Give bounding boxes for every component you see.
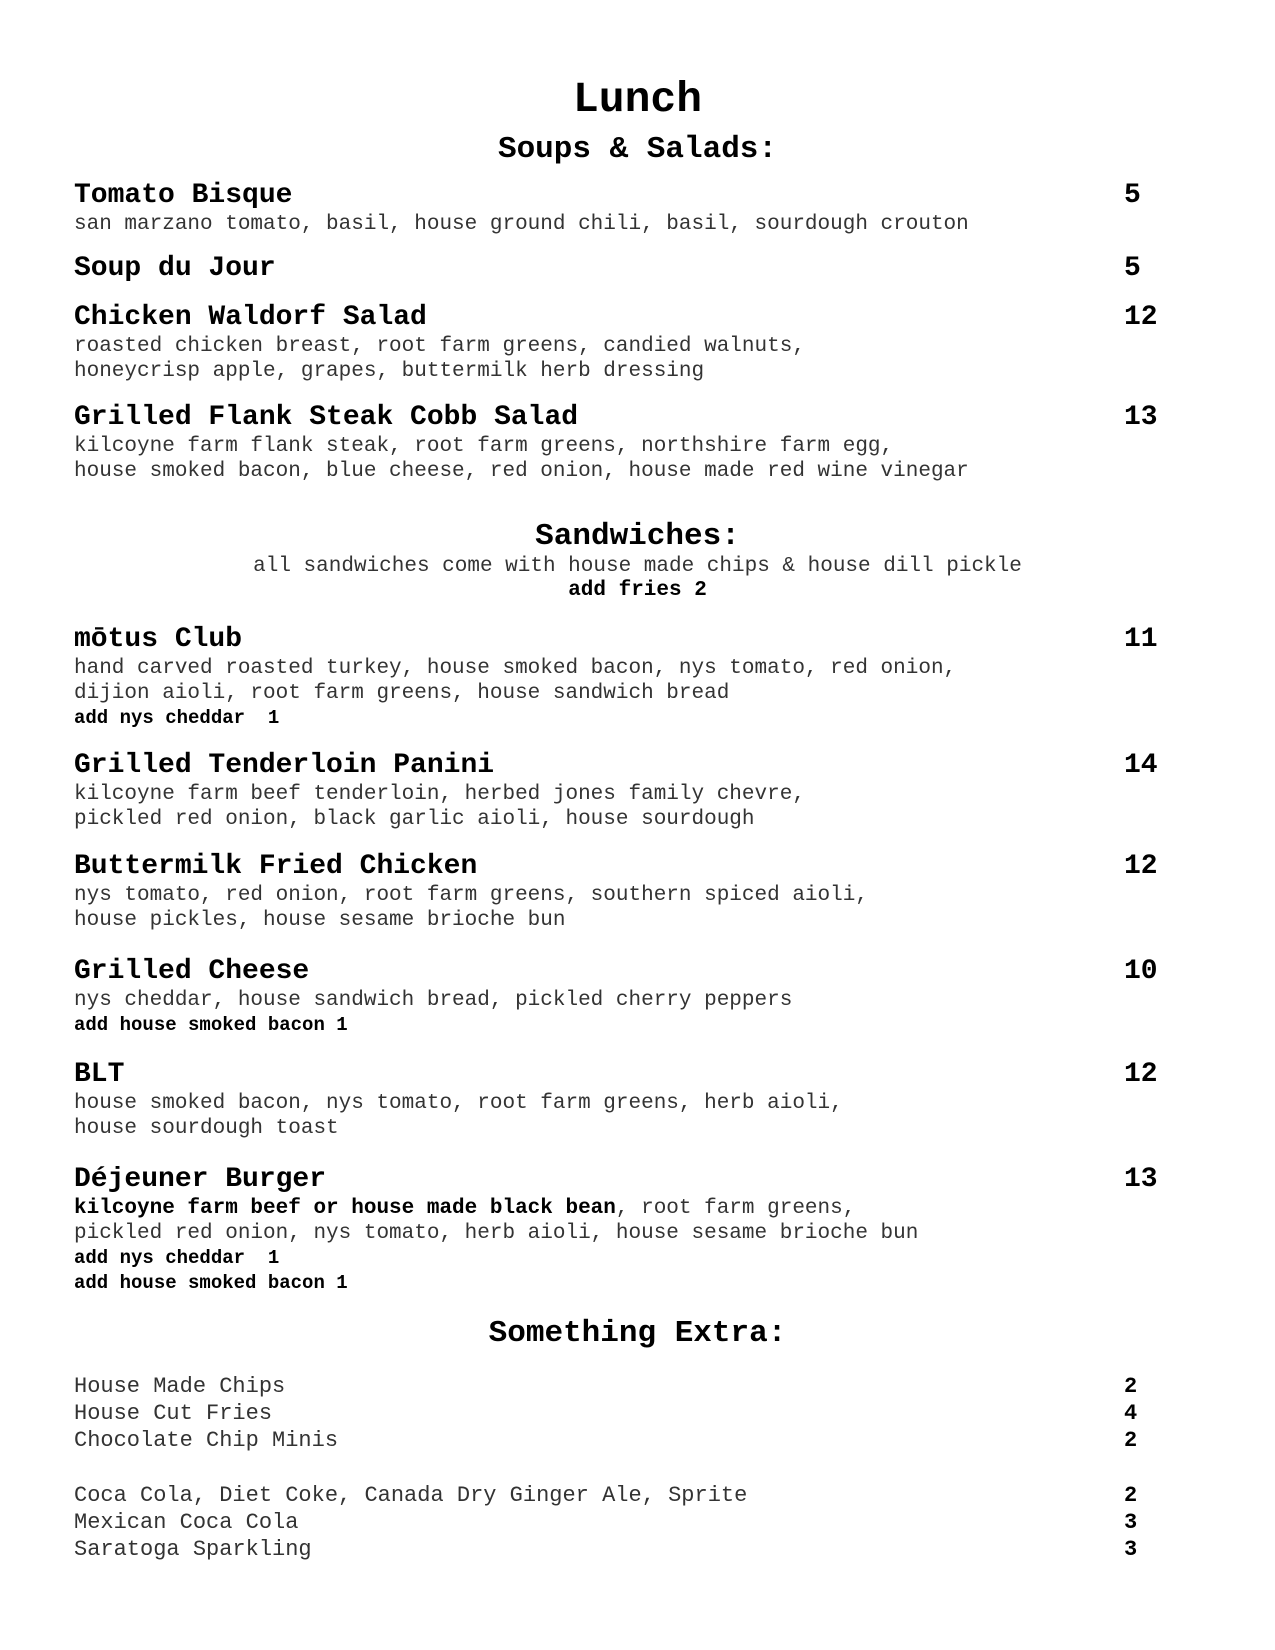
item-description: roasted chicken breast, root farm greens, candied walnuts, [74, 335, 805, 358]
item-price: 11 [1124, 624, 1158, 655]
menu-title: Lunch [572, 75, 703, 124]
item-description: house smoked bacon, nys tomato, root farm greens, herb aioli, [74, 1092, 843, 1115]
extra-name: Coca Cola, Diet Coke, Canada Dry Ginger Ale, Sprite [74, 1483, 748, 1508]
menu-item-buttermilk-fried-chicken [74, 851, 1164, 933]
item-price: 5 [1124, 253, 1141, 284]
menu-item-motus-club [74, 624, 1164, 731]
item-description: dijion aioli, root farm greens, house sandwich bread [74, 682, 730, 705]
item-price: 13 [1124, 1164, 1158, 1195]
menu-item-blt [74, 1059, 1164, 1141]
item-name: Grilled Flank Steak Cobb Salad [74, 402, 579, 433]
extra-price: 2 [1124, 1428, 1138, 1453]
menu-item-tenderloin-panini [74, 750, 1164, 832]
extra-price: 3 [1124, 1510, 1138, 1535]
item-description-rest: , root farm greens, [615, 1197, 856, 1220]
extra-price: 3 [1124, 1537, 1138, 1562]
something-extra-heading: Something Extra: [488, 1316, 787, 1351]
extra-price: 2 [1124, 1374, 1138, 1399]
item-price: 10 [1124, 956, 1158, 987]
menu-item-soup-du-jour [74, 253, 1164, 285]
item-price: 12 [1124, 851, 1158, 882]
item-addon: add house smoked bacon 1 [74, 1272, 348, 1294]
item-description: pickled red onion, nys tomato, herb aioli, house sesame brioche bun [74, 1222, 919, 1245]
item-price: 12 [1124, 1059, 1158, 1090]
extra-name: House Cut Fries [74, 1401, 273, 1426]
item-price: 13 [1124, 402, 1158, 433]
sandwiches-note: all sandwiches come with house made chips & house dill pickle [253, 555, 1022, 578]
item-name: Tomato Bisque [74, 180, 293, 211]
item-name: BLT [74, 1059, 125, 1090]
item-description: house smoked bacon, blue cheese, red onion, house made red wine vinegar [74, 460, 969, 483]
item-description: san marzano tomato, basil, house ground chili, basil, sourdough crouton [74, 213, 969, 236]
item-name: Grilled Tenderloin Panini [74, 750, 495, 781]
menu-item-tomato-bisque [74, 180, 1164, 237]
menu-item-flank-steak-cobb-salad [74, 402, 1164, 484]
item-name: Déjeuner Burger [74, 1164, 327, 1195]
extra-price: 4 [1124, 1401, 1138, 1426]
item-price: 5 [1124, 180, 1141, 211]
item-description: kilcoyne farm flank steak, root farm greens, northshire farm egg, [74, 435, 894, 458]
extra-item-sodas [74, 1482, 1164, 1509]
menu-item-chicken-waldorf-salad [74, 302, 1164, 384]
item-description-bold: kilcoyne farm beef or house made black bean [74, 1197, 616, 1220]
extra-item-house-cut-fries [74, 1400, 1164, 1427]
menu-item-dejeuner-burger [74, 1164, 1164, 1296]
item-description: nys tomato, red onion, root farm greens, southern spiced aioli, [74, 884, 868, 907]
item-price: 12 [1124, 302, 1158, 333]
item-name: mōtus Club [74, 624, 243, 655]
item-description: kilcoyne farm beef tenderloin, herbed jones family chevre, [74, 783, 805, 806]
item-description: hand carved roasted turkey, house smoked bacon, nys tomato, red onion, [74, 657, 957, 680]
item-description [74, 1196, 1164, 1221]
extra-name: Saratoga Sparkling [74, 1537, 312, 1562]
item-description: nys cheddar, house sandwich bread, pickled cherry peppers [74, 989, 793, 1012]
item-description: pickled red onion, black garlic aioli, house sourdough [74, 808, 755, 831]
item-addon: add house smoked bacon 1 [74, 1014, 348, 1036]
extra-name: House Made Chips [74, 1374, 286, 1399]
extra-name: Mexican Coca Cola [74, 1510, 299, 1535]
item-name: Soup du Jour [74, 253, 276, 284]
item-description: honeycrisp apple, grapes, buttermilk herb dressing [74, 360, 705, 383]
item-price: 14 [1124, 750, 1158, 781]
extra-item-mexican-coca-cola [74, 1509, 1164, 1536]
sandwiches-fries-note: add fries 2 [568, 579, 707, 602]
item-name: Grilled Cheese [74, 956, 310, 987]
item-description: house pickles, house sesame brioche bun [74, 909, 566, 932]
item-name: Chicken Waldorf Salad [74, 302, 427, 333]
item-name: Buttermilk Fried Chicken [74, 851, 478, 882]
extra-price: 2 [1124, 1483, 1138, 1508]
menu-item-grilled-cheese [74, 956, 1164, 1038]
extra-item-saratoga-sparkling [74, 1536, 1164, 1563]
extra-item-chocolate-chip-minis [74, 1427, 1164, 1454]
sandwiches-heading: Sandwiches: [535, 519, 740, 554]
item-addon: add nys cheddar 1 [74, 1247, 280, 1269]
extra-name: Chocolate Chip Minis [74, 1428, 339, 1453]
soups-salads-heading: Soups & Salads: [497, 132, 778, 167]
extra-item-house-made-chips [74, 1373, 1164, 1400]
item-addon: add nys cheddar 1 [74, 707, 280, 729]
item-description: house sourdough toast [74, 1117, 339, 1140]
